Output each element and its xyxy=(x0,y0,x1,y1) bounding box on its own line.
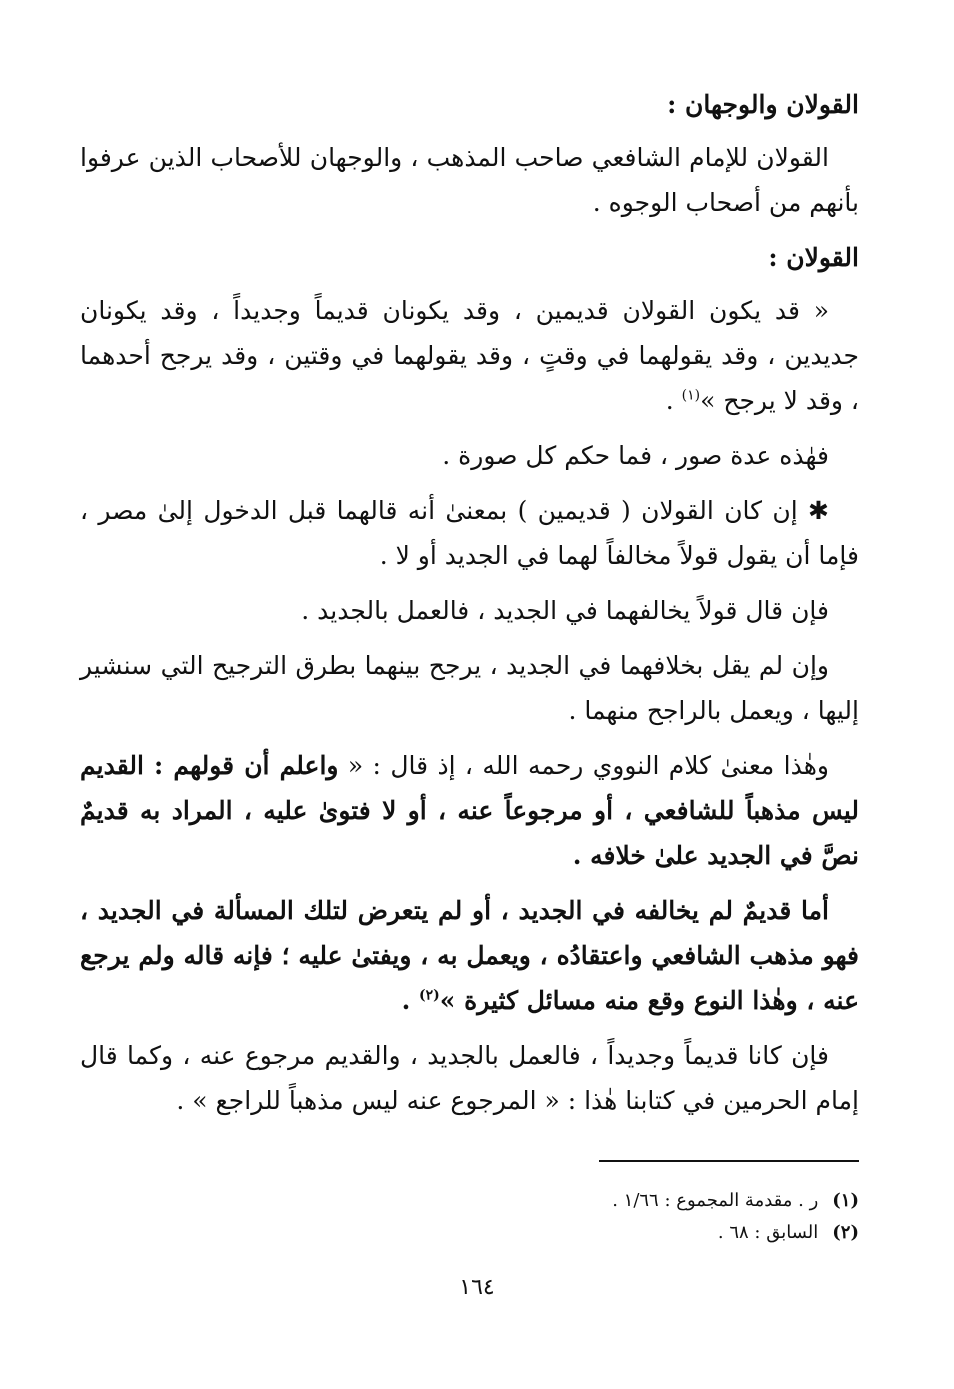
footnote-number: (٢) xyxy=(832,1222,859,1243)
paragraph-no-contrary: وإن لم يقل بخلافهما في الجديد ، يرجح بينهما بطرق الترجيح التي سنشير إليها ، ويعمل بالراجح منهما . xyxy=(80,651,859,725)
footnote-text: ر . مقدمة المجموع : ١/٦٦ . xyxy=(612,1190,819,1211)
paragraph-quote xyxy=(80,288,859,423)
footnotes xyxy=(80,1185,859,1249)
paragraph-nawawi xyxy=(80,743,859,878)
paragraph-new-contrary: فإن قال قولاً يخالفهما في الجديد ، فالعمل بالجديد . xyxy=(301,596,829,625)
footnote-2 xyxy=(80,1217,859,1249)
section-heading: القولان والوجهان : xyxy=(667,90,859,119)
paragraph-cases: فهٰذه عدة صور ، فما حكم كل صورة . xyxy=(442,441,829,470)
paragraph-old-new: فإن كانا قديماً وجديداً ، فالعمل بالجديد ، والقديم مرجوع عنه ، وكما قال إمام الحرمين في كتابنا هٰذا : « المرجوع عنه ليس مذهباً للراجع » . xyxy=(80,1041,859,1115)
nawawi-intro: وهٰذا معنىٰ كلام النووي رحمه الله ، إذ قال : « xyxy=(338,751,829,780)
footnote-1 xyxy=(80,1185,859,1217)
footnote-ref-2: (٢) xyxy=(419,987,440,1004)
paragraph-nawawi-cont xyxy=(80,888,859,1023)
footnote-ref-1: (١) xyxy=(681,387,701,404)
nawawi-end: . xyxy=(401,986,420,1015)
page-number: ١٦٤ xyxy=(459,1275,495,1300)
paragraph-intro: القولان للإمام الشافعي صاحب المذهب ، والوجهان للأصحاب الذين عرفوا بأنهم من أصحاب الوجوه . xyxy=(80,143,859,217)
subsection-heading: القولان : xyxy=(768,243,859,272)
nawawi-quote: واعلم أن قولهم : القديم ليس مذهباً للشافعي ، أو مرجوعاً عنه ، أو لا فتوىٰ عليه ، المراد به قديمٌ نصَّ في الجديد علىٰ خلافه . xyxy=(80,751,859,870)
nawawi-quote-cont: أما قديمٌ لم يخالفه في الجديد ، أو لم يتعرض لتلك المسألة في الجديد ، فهو مذهب الشافعي واعتقادُه ، ويعمل به ، ويفتىٰ عليه ؛ فإنه قاله ولم يرجع عنه ، وهٰذا النوع وقع منه مسائل كثيرة » xyxy=(80,896,859,1015)
footnote-number: (١) xyxy=(832,1190,859,1211)
main-text xyxy=(80,82,859,1133)
quote-text: « قد يكون القولان قديمين ، وقد يكونان قديماً وجديداً ، وقد يكونان جديدين ، وقد يقولهما في وقتٍ ، وقد يقولهما في وقتين ، وقد يرجح أحدهما ، وقد لا يرجح » xyxy=(80,296,859,415)
footnote-text: السابق : ٦٨ . xyxy=(717,1222,819,1243)
footnote-divider xyxy=(599,1160,859,1162)
paragraph-old-both: ✱ إن كان القولان ( قديمين ) بمعنىٰ أنه قالهما قبل الدخول إلىٰ مصر ، فإما أن يقول قولاً مخالفاً لهما في الجديد أو لا . xyxy=(80,496,859,570)
quote-end: . xyxy=(665,386,682,415)
